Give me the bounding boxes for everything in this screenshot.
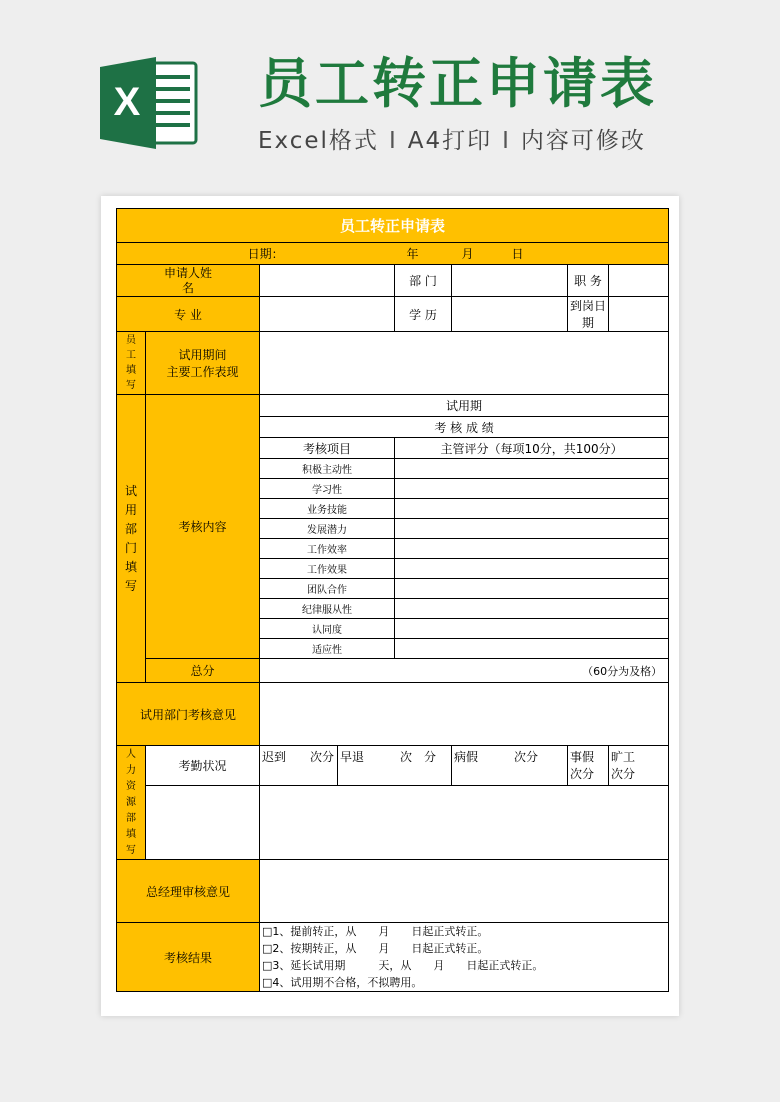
assess-item: 纪律服从性: [260, 599, 395, 619]
subtitle-editable: 内容可修改: [520, 128, 646, 154]
assess-item: 工作效果: [260, 559, 395, 579]
assess-item: 发展潜力: [260, 519, 395, 539]
score-field[interactable]: [395, 479, 669, 499]
department-label: 部 门: [395, 265, 452, 297]
education-field[interactable]: [452, 297, 568, 332]
probation-header: 试用期: [260, 395, 669, 417]
early-field[interactable]: 早退 次 分: [338, 746, 452, 786]
assess-item: 适应性: [260, 639, 395, 659]
excel-logo-icon: [100, 55, 198, 151]
assess-item: 工作效率: [260, 539, 395, 559]
onboard-date-label: 到岗日期: [568, 297, 609, 332]
subtitle-format: Excel格式: [258, 128, 379, 154]
assess-item: 积极主动性: [260, 459, 395, 479]
position-label: 职 务: [568, 265, 609, 297]
score-field[interactable]: [395, 619, 669, 639]
application-form: [116, 208, 668, 992]
score-field[interactable]: [395, 519, 669, 539]
score-field[interactable]: [395, 579, 669, 599]
gm-opinion-field[interactable]: [260, 860, 669, 923]
logo-letter: X: [113, 80, 141, 124]
assess-item: 业务技能: [260, 499, 395, 519]
hr-fill-label: 人力资源部填写: [117, 746, 146, 860]
subtitle-print: A4打印: [407, 128, 493, 154]
education-label: 学 历: [395, 297, 452, 332]
score-field[interactable]: [395, 539, 669, 559]
probation-performance-label: [146, 332, 260, 395]
result-options: [260, 923, 669, 992]
total-label: 总分: [146, 659, 260, 683]
result-option-1[interactable]: □1、提前转正，从 月 日起正式转正。: [262, 925, 489, 938]
score-field[interactable]: [395, 499, 669, 519]
department-field[interactable]: [452, 265, 568, 297]
probation-performance-line2: 主要工作表现: [166, 365, 239, 379]
attendance-notes-field[interactable]: [260, 786, 669, 860]
gm-opinion-label: 总经理审核意见: [117, 860, 260, 923]
attendance-blank: [146, 786, 260, 860]
page-title: 员工转正申请表: [258, 52, 657, 115]
score-field[interactable]: [395, 459, 669, 479]
result-option-2[interactable]: □2、按期转正，从 月 日起正式转正。: [262, 942, 489, 955]
applicant-name-label: 申请人姓名: [117, 265, 260, 297]
late-field[interactable]: 迟到 次分: [260, 746, 338, 786]
dept-opinion-label: 试用部门考核意见: [117, 683, 260, 746]
date-label: 日期：: [247, 247, 284, 261]
major-field[interactable]: [260, 297, 395, 332]
dept-opinion-field[interactable]: [260, 683, 669, 746]
sick-field[interactable]: 病假 次分: [452, 746, 568, 786]
position-field[interactable]: [609, 265, 669, 297]
result-option-4[interactable]: □4、试用期不合格，不拟聘用。: [262, 976, 423, 989]
score-header: 考 核 成 绩: [260, 417, 669, 438]
absent-field[interactable]: 旷工次分: [609, 746, 669, 786]
year-label: 年: [406, 247, 419, 261]
employee-fill-label: 员工填写: [117, 332, 146, 395]
dept-fill-label: 试用部门填写: [117, 395, 146, 683]
month-label: 月: [461, 247, 474, 261]
pass-note: （60分为及格）: [260, 659, 669, 683]
assess-content-label: 考核内容: [146, 395, 260, 659]
date-row: [117, 243, 669, 265]
result-label: 考核结果: [117, 923, 260, 992]
assess-item: 学习性: [260, 479, 395, 499]
subtitle-separator-1: I: [388, 128, 398, 154]
score-field[interactable]: [395, 639, 669, 659]
applicant-name-field[interactable]: [260, 265, 395, 297]
probation-performance-line1: 试用期间: [178, 348, 227, 362]
supervisor-score-header: 主管评分（每项10分，共100分）: [395, 438, 669, 459]
score-field[interactable]: [395, 599, 669, 619]
score-field[interactable]: [395, 559, 669, 579]
assess-item: 团队合作: [260, 579, 395, 599]
assess-item-header: 考核项目: [260, 438, 395, 459]
form-title: 员工转正申请表: [117, 209, 669, 243]
major-label: 专 业: [117, 297, 260, 332]
onboard-date-field[interactable]: [609, 297, 669, 332]
probation-performance-field[interactable]: [260, 332, 669, 395]
assess-item: 认同度: [260, 619, 395, 639]
page-subtitle: [258, 122, 646, 155]
result-option-3[interactable]: □3、延长试用期 天，从 月 日起正式转正。: [262, 959, 544, 972]
subtitle-separator-2: I: [502, 128, 511, 154]
day-label: 日: [511, 247, 524, 261]
personal-field[interactable]: 事假 次分: [568, 746, 609, 786]
attendance-label: 考勤状况: [146, 746, 260, 786]
